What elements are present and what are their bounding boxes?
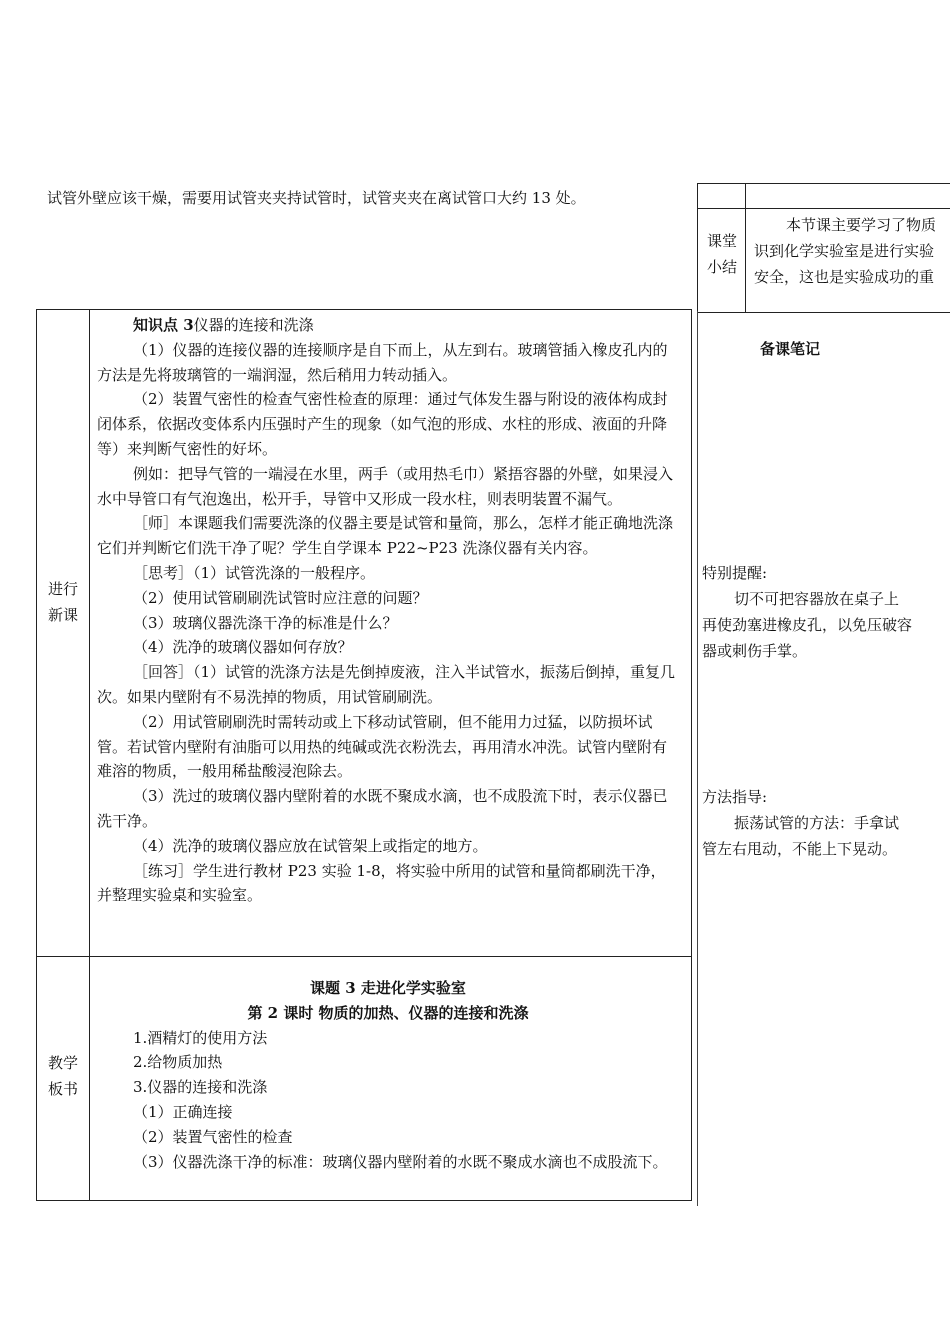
summary-label — [702, 228, 742, 280]
notes-column-divider — [697, 311, 698, 1206]
board-item: 2.给物质加热 — [133, 1053, 223, 1072]
lesson-paragraph: ［师］本课题我们需要洗涤的仪器主要是试管和量筒，那么，怎样才能正确地洗涤它们并判断它们洗干净了呢？学生自学课本 P22~P23 洗涤仪器有关内容。 — [97, 514, 674, 558]
board-subtitle: 第 2 课时 物质的加热、仪器的连接和洗涤 — [247, 1003, 529, 1022]
lesson-paragraph: （2）装置气密性的检查气密性检查的原理：通过气体发生器与附设的液体构成封闭体系，依据改变体系内压强时产生的现象（如气泡的形成、水柱的形成、液面的升降等）来判断气密性的好坏。 — [97, 390, 668, 458]
new-lesson-content — [97, 313, 679, 908]
knowledge-point-heading — [97, 313, 679, 338]
method-heading: 方法指导: — [702, 788, 768, 806]
board-item: 3.仪器的连接和洗涤 — [133, 1078, 268, 1097]
new-lesson-label-line2: 新课 — [47, 606, 78, 624]
board-item: 1.酒精灯的使用方法 — [133, 1028, 268, 1047]
summary-content — [754, 212, 950, 290]
lesson-table — [36, 309, 692, 1201]
board-label-line2: 板书 — [47, 1080, 78, 1098]
lesson-table-divider — [89, 310, 90, 1200]
lesson-paragraph: （3）洗过的玻璃仪器内壁附着的水既不聚成水滴，也不成股流下时，表示仪器已洗干净。 — [97, 787, 668, 830]
lesson-paragraph: （4）洗净的玻璃仪器如何存放？ — [133, 638, 353, 657]
summary-line: 识到化学实验室是进行实验 — [754, 242, 935, 260]
board-item: （1）正确连接 — [133, 1102, 233, 1121]
top-continuation-text: 试管外壁应该干燥，需要用试管夹夹持试管时，试管夹夹在离试管口大约 13 处。 — [47, 189, 586, 207]
board-label-line1: 教学 — [47, 1054, 78, 1072]
knowledge-point-title: 仪器的连接和洗涤 — [193, 316, 314, 334]
method-text: 振荡试管的方法：手拿试管左右甩动，不能上下晃动。 — [702, 814, 900, 858]
board-content — [97, 976, 679, 1174]
summary-table-header-row — [698, 184, 950, 209]
lesson-table-row-divider — [37, 956, 691, 957]
special-reminder — [702, 560, 912, 664]
summary-label-line1: 课堂 — [706, 232, 737, 250]
notes-title: 备课笔记 — [760, 340, 821, 358]
new-lesson-label — [39, 576, 87, 628]
lesson-paragraph: （3）玻璃仪器洗涤干净的标准是什么？ — [133, 613, 398, 632]
board-item: （3）仪器洗涤干净的标准：玻璃仪器内壁附着的水既不聚成水滴也不成股流下。 — [133, 1152, 668, 1171]
lesson-paragraph: 例如：把导气管的一端浸在水里，两手（或用热毛巾）紧捂容器的外壁，如果浸入水中导管口有气泡逸出，松开手，导管中又形成一段水柱，则表明装置不漏气。 — [97, 464, 674, 508]
reminder-text: 切不可把容器放在桌子上再使劲塞进橡皮孔，以免压破容器或刺伤手掌。 — [702, 590, 913, 660]
board-title: 课题 3 走进化学实验室 — [310, 979, 466, 997]
summary-line: 本节课主要学习了物质 — [786, 216, 937, 234]
new-lesson-label-line1: 进行 — [47, 580, 78, 598]
lesson-paragraph: ［练习］学生进行教材 P23 实验 1-8，将实验中所用的试管和量筒都刷洗干净，并整理实验桌和实验室。 — [97, 861, 666, 905]
summary-line: 安全，这也是实验成功的重 — [754, 268, 935, 286]
reminder-heading: 特别提醒: — [702, 564, 768, 582]
summary-label-line2: 小结 — [706, 258, 737, 276]
lesson-paragraph: （2）使用试管刷刷洗试管时应注意的问题？ — [133, 588, 428, 607]
knowledge-point-number: 知识点 3 — [133, 316, 194, 334]
method-guide — [702, 784, 912, 862]
lesson-paragraph: （1）仪器的连接仪器的连接顺序是自下而上，从左到右。玻璃管插入橡皮孔内的方法是先将玻璃管的一端润湿，然后稍用力转动插入。 — [97, 340, 668, 384]
lesson-paragraph: （2）用试管刷刷洗时需转动或上下移动试管刷，但不能用力过猛，以防损坏试管。若试管内壁附有油脂可以用热的纯碱或洗衣粉洗去，再用清水冲洗。试管内壁附有难溶的物质，一般用稀盐酸浸泡除去。 — [97, 712, 668, 781]
board-item: （2）装置气密性的检查 — [133, 1127, 293, 1146]
board-label — [39, 1050, 87, 1102]
lesson-paragraph: ［思考］（1）试管洗涤的一般程序。 — [133, 563, 376, 582]
lesson-paragraph: ［回答］（1）试管的洗涤方法是先倒掉废液，注入半试管水，振荡后倒掉，重复几次。如果内壁附有不易洗掉的物质，用试管刷刷洗。 — [97, 663, 676, 706]
summary-table-divider — [745, 184, 746, 312]
lesson-paragraph: （4）洗净的玻璃仪器应放在试管架上或指定的地方。 — [133, 836, 488, 855]
summary-table — [697, 183, 950, 313]
